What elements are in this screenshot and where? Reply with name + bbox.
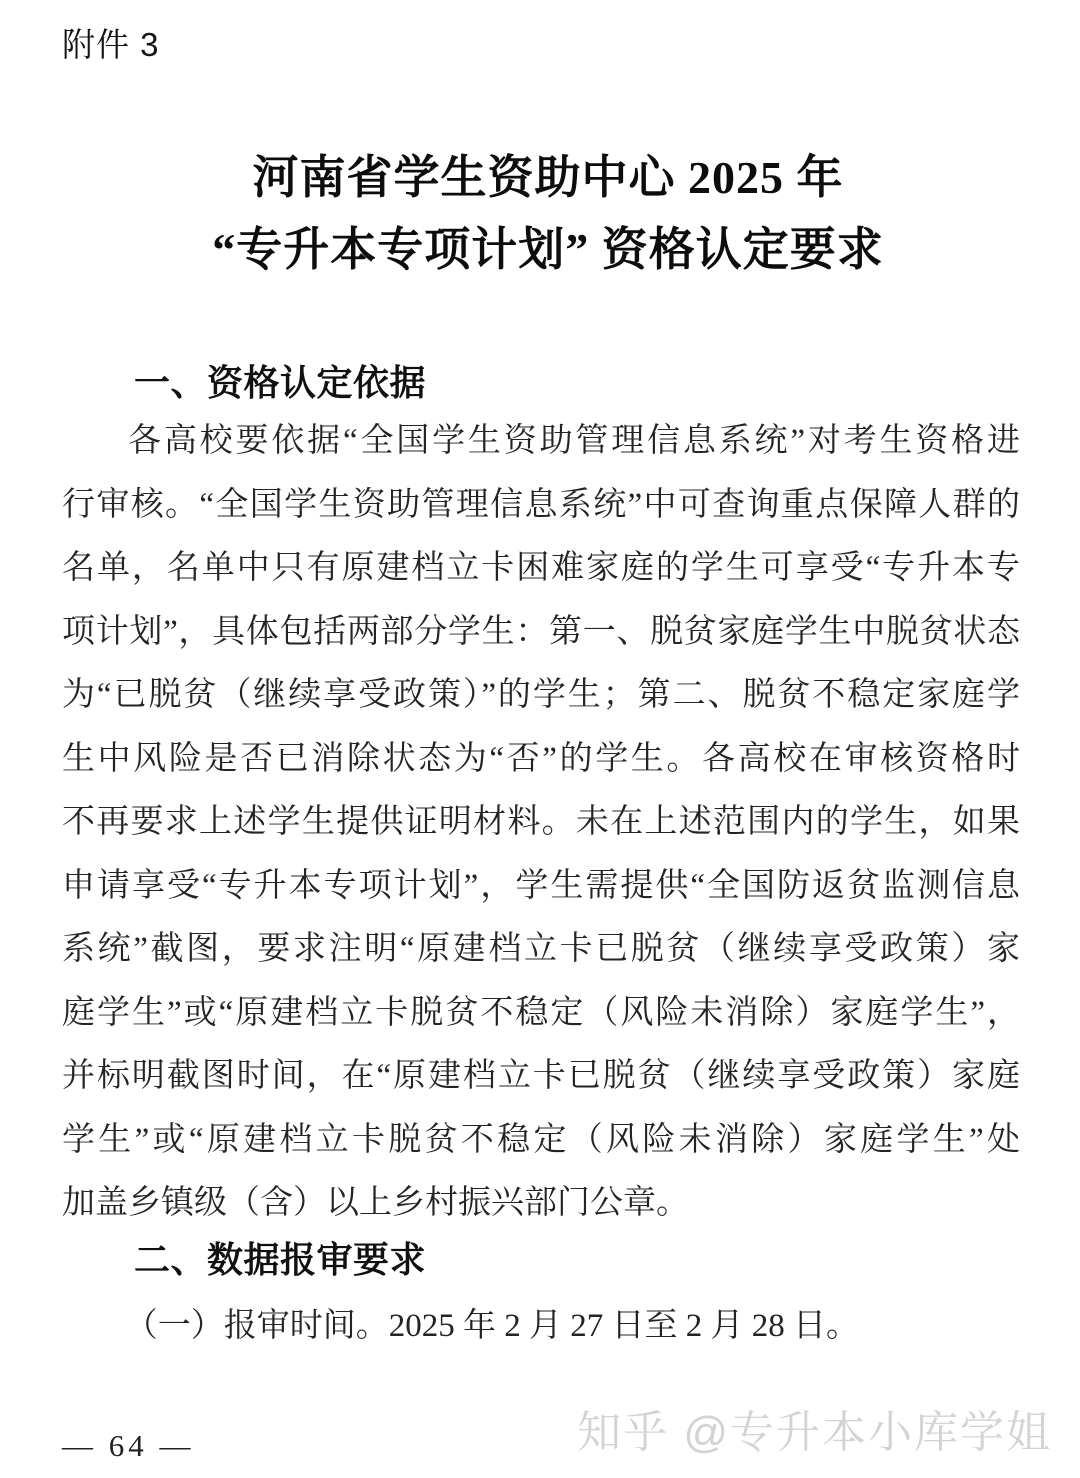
document-title-line2: “专升本专项计划” 资格认定要求	[212, 224, 884, 275]
section2-heading: 二、数据报审要求	[134, 1239, 427, 1280]
body-line: 学生”或“原建档立卡脱贫不稳定（风险未消除）家庭学生”处	[62, 1121, 1020, 1158]
body-line: 并标明截图时间，在“原建档立卡已脱贫（继续享受政策）家庭	[62, 1058, 1020, 1094]
section1-paragraph	[62, 410, 1020, 1236]
body-line: 生中风险是否已消除状态为“否”的学生。各高校在审核资格时	[62, 740, 1020, 777]
section1-heading: 一、资格认定依据	[134, 362, 427, 403]
body-line: 各高校要依据“全国学生资助管理信息系统”对考生资格进	[128, 423, 1020, 459]
body-line: 系统”截图，要求注明“原建档立卡已脱贫（继续享受政策）家	[62, 931, 1020, 967]
body-line: 为“已脱贫（继续享受政策）”的学生；第二、脱贫不稳定家庭学	[62, 677, 1020, 713]
document-title	[0, 142, 1080, 286]
zhihu-watermark: 知乎 @专升本小库学姐	[577, 1408, 1052, 1457]
document-title-line1: 河南省学生资助中心 2025 年	[252, 152, 844, 203]
body-line: 不再要求上述学生提供证明材料。未在上述范围内的学生，如果	[62, 804, 1020, 840]
body-line: 名单，名单中只有原建档立卡困难家庭的学生可享受“专升本专	[62, 550, 1020, 586]
section2-item1: （一）报审时间。2025 年 2 月 27 日至 2 月 28 日。	[124, 1308, 859, 1344]
body-line: 庭学生”或“原建档立卡脱贫不稳定（风险未消除）家庭学生”，	[62, 994, 1020, 1031]
attachment-label: 附件 3	[62, 26, 160, 63]
body-line: 行审核。“全国学生资助管理信息系统”中可查询重点保障人群的	[62, 486, 1020, 523]
body-line: 申请享受“专升本专项计划”，学生需提供“全国防返贫监测信息	[62, 867, 1020, 904]
body-line: 项计划”，具体包括两部分学生：第一、脱贫家庭学生中脱贫状态	[62, 613, 1020, 650]
page-number: — 64 —	[62, 1428, 195, 1463]
body-line: 加盖乡镇级（含）以上乡村振兴部门公章。	[62, 1185, 689, 1221]
